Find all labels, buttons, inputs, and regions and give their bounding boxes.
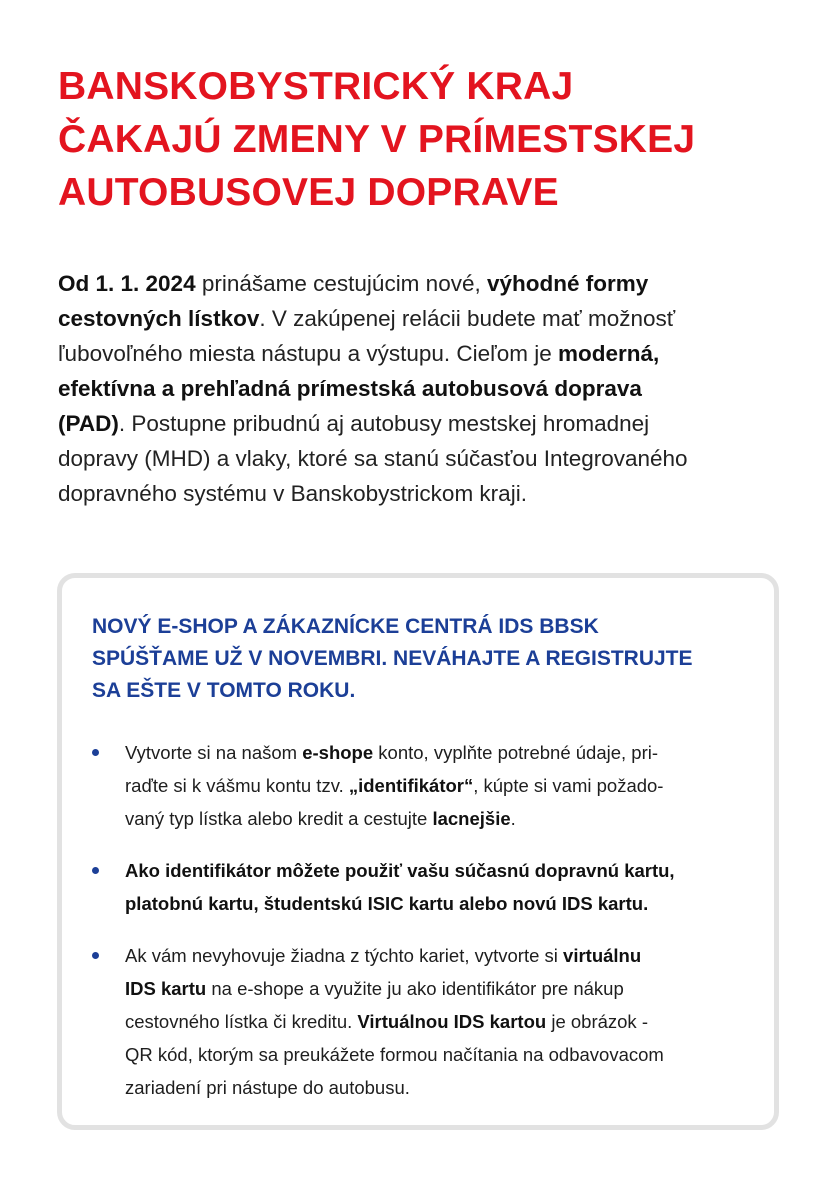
bullet-dot-icon <box>92 867 99 874</box>
bullet-line <box>125 854 752 887</box>
intro-line <box>58 266 778 301</box>
intro-emphasis: (PAD) <box>58 411 119 436</box>
bullet-line <box>125 802 752 835</box>
bullet-line: zariadení pri nástupe do autobusu. <box>125 1077 410 1098</box>
intro-emphasis: cestovných lístkov <box>58 306 260 331</box>
bullet-emphasis: e-shope <box>302 742 374 763</box>
intro-text: prinášame cestujúcim nové, <box>195 271 487 296</box>
list-item <box>92 939 752 1104</box>
bullet-line: QR kód, ktorým sa preukážete formou načítania na odbavovacom <box>125 1044 664 1065</box>
bullet-line <box>125 939 752 972</box>
bullet-dot-icon <box>92 749 99 756</box>
intro-line <box>58 406 778 441</box>
bullet-text: raďte si k vášmu kontu tzv. <box>125 775 349 796</box>
title-line-2: ČAKAJÚ ZMENY V PRÍMESTSKEJ <box>58 118 696 161</box>
bullet-text: Vytvorte si na našom <box>125 742 303 763</box>
list-item <box>92 854 752 920</box>
intro-line <box>58 336 778 371</box>
intro-emphasis: výhodné formy <box>486 271 649 296</box>
eshop-heading <box>92 611 762 707</box>
intro-emphasis: moderná, <box>557 341 660 366</box>
intro-line: dopravného systému v Banskobystrickom kraji. <box>58 481 527 506</box>
intro-text: ľubovoľného miesta nástupu a výstupu. Cieľom je <box>58 341 558 366</box>
bullet-text: . <box>510 808 516 829</box>
bullet-emphasis: platobnú kartu, študentskú ISIC kartu alebo novú IDS kartu. <box>125 893 649 914</box>
bullet-emphasis: Virtuálnou IDS kartou <box>357 1011 547 1032</box>
bullet-line <box>125 1005 752 1038</box>
bullet-text: , kúpte si vami požado- <box>473 775 664 796</box>
intro-text: . V zakúpenej relácii budete mať možnosť <box>259 306 676 331</box>
intro-line <box>58 301 778 336</box>
eshop-heading-line: NOVÝ E-SHOP A ZÁKAZNÍCKE CENTRÁ IDS BBSK <box>92 615 599 638</box>
intro-line: dopravy (MHD) a vlaky, ktoré sa stanú súčasťou Integrovaného <box>58 446 688 471</box>
bullet-text: je obrázok - <box>546 1011 648 1032</box>
bullet-line <box>125 887 752 920</box>
eshop-heading-line: SPÚŠŤAME UŽ V NOVEMBRI. NEVÁHAJTE A REGISTRUJTE <box>92 647 693 670</box>
intro-line <box>58 371 778 406</box>
bullet-emphasis: IDS kartu <box>125 978 207 999</box>
bullet-emphasis: lacnejšie <box>432 808 511 829</box>
bullet-line <box>125 972 752 1005</box>
eshop-bullet-list <box>92 736 752 1104</box>
bullet-text: vaný typ lístka alebo kredit a cestujte <box>125 808 433 829</box>
bullet-text: cestovného lístka či kreditu. <box>125 1011 358 1032</box>
bullet-dot-icon <box>92 952 99 959</box>
intro-date: Od 1. 1. 2024 <box>58 271 196 296</box>
bullet-emphasis: „identifikátor“ <box>348 775 474 796</box>
bullet-text: konto, vyplňte potrebné údaje, pri- <box>373 742 659 763</box>
eshop-info-box <box>57 573 779 1130</box>
bullet-text: Ak vám nevyhovuje žiadna z týchto kariet, vytvorte si <box>125 945 564 966</box>
title-line-3: AUTOBUSOVEJ DOPRAVE <box>58 171 559 214</box>
bullet-emphasis: Ako identifikátor môžete použiť vašu súčasnú dopravnú kartu, <box>125 860 675 881</box>
page-title <box>58 60 818 219</box>
intro-text: . Postupne pribudnú aj autobusy mestskej hromadnej <box>118 411 650 436</box>
bullet-line <box>125 769 752 802</box>
eshop-heading-line: SA EŠTE V TOMTO ROKU. <box>92 679 356 702</box>
bullet-line <box>125 736 752 769</box>
bullet-emphasis: virtuálnu <box>563 945 642 966</box>
list-item <box>92 736 752 835</box>
intro-emphasis: efektívna a prehľadná prímestská autobusová doprava <box>58 376 642 401</box>
bullet-text: na e-shope a využite ju ako identifikátor pre nákup <box>206 978 624 999</box>
title-line-1: BANSKOBYSTRICKÝ KRAJ <box>58 65 574 108</box>
intro-paragraph <box>58 266 778 511</box>
